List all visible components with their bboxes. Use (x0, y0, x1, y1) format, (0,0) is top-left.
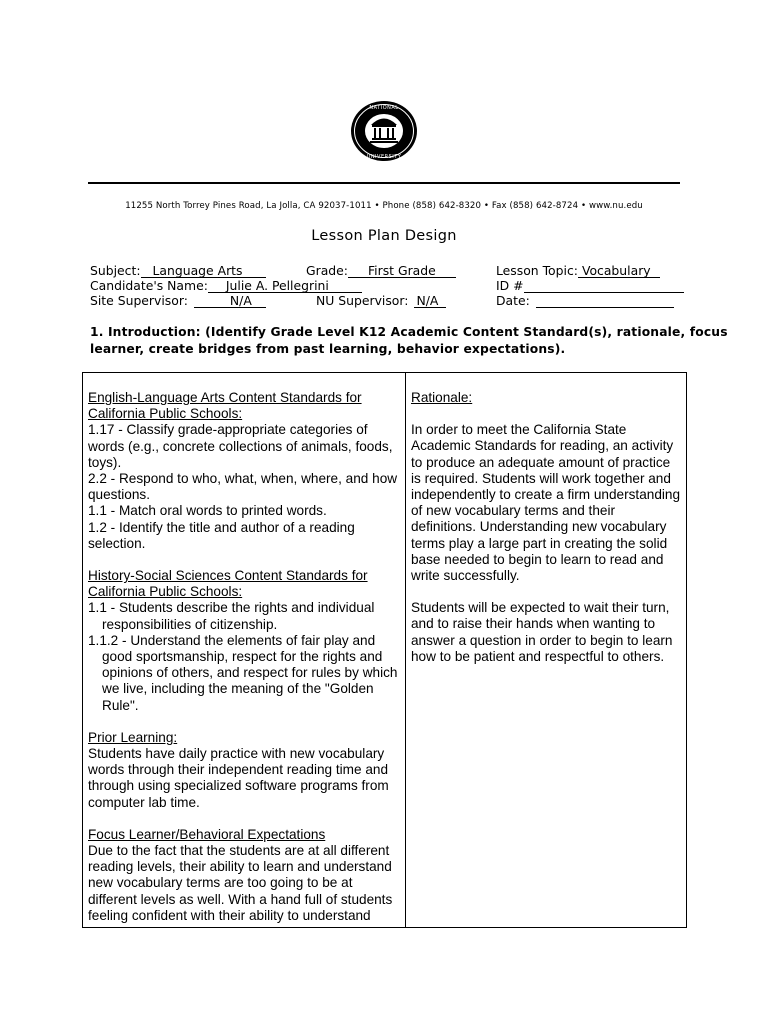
introduction-heading: 1. Introduction: (Identify Grade Level K12 Academic Content Standard(s), rationale, focus learner, create bridges from past learning, behavior expectations). (90, 325, 728, 356)
id-field (496, 278, 684, 293)
page-title: Lesson Plan Design (311, 228, 457, 244)
candidate-name-value: Julie A. Pellegrini (208, 278, 362, 293)
candidate-name-label: Candidate's Name: (90, 278, 208, 293)
column-divider (405, 372, 406, 928)
nu-supervisor-value: N/A (414, 293, 446, 308)
hss-standard-item: 1.1.2 - Understand the elements of fair play and good sportsmanship, respect for the rights and opinions of others, and respect for rules by which we live, including the meaning of the "Golden Rule". (88, 632, 398, 713)
grade-label: Grade: (306, 263, 348, 278)
ela-standard-item: 1.2 - Identify the title and author of a reading selection. (88, 519, 355, 551)
address-line: 11255 North Torrey Pines Road, La Jolla, CA 92037-1011 • Phone (858) 642-8320 • Fax (858) 642-8724 • www.nu.edu (125, 201, 643, 211)
ela-standard-item: 1.17 - Classify grade-appropriate categories of words (e.g., concrete collections of animals, foods, toys). (88, 422, 393, 470)
ela-standard-item: 2.2 - Respond to who, what, when, where, and how questions. (88, 471, 398, 503)
rationale-paragraph: In order to meet the California State Academic Standards for reading, an activity to produce an adequate amount of practice is required. Students will work together and independently to create a firm understanding of new vocabulary terms and their definitions. Understanding new vocabulary terms play a large part in creating the solid base needed to begin to learn to read and write successfully. (411, 422, 681, 584)
site-supervisor-value: N/A (194, 293, 266, 308)
behavior-paragraph: Students will be expected to wait their turn, and to raise their hands when wanting to answer a question in order to begin to learn how to be patient and respectful to others. (411, 600, 673, 664)
candidate-name-field (90, 278, 362, 293)
ela-standards-heading: English-Language Arts Content Standards for California Public Schools: (88, 390, 362, 422)
svg-text:NATIONAL: NATIONAL (369, 105, 399, 111)
ela-standard-item: 1.1 - Match oral words to printed words. (88, 503, 327, 519)
date-label: Date: (496, 293, 530, 308)
date-value (536, 293, 674, 308)
hss-standard-item: 1.1 - Students describe the rights and individual responsibilities of citizenship. (88, 600, 375, 632)
hss-standards-heading: History-Social Sciences Content Standards for California Public Schools: (88, 568, 368, 600)
svg-text:UNIVERSITY: UNIVERSITY (366, 154, 402, 160)
header-divider (88, 182, 680, 184)
university-seal-logo (349, 100, 419, 162)
rationale-heading: Rationale: (411, 390, 473, 405)
subject-field (90, 263, 266, 278)
nu-supervisor-field (316, 293, 446, 308)
prior-learning-text: Students have daily practice with new vocabulary words through their independent reading time and through using specialized software programs from computer lab time. (88, 746, 389, 810)
grade-value: First Grade (348, 263, 456, 278)
date-field (496, 293, 674, 308)
lesson-topic-value: Vocabulary (578, 263, 660, 278)
nu-supervisor-label: NU Supervisor: (316, 293, 409, 308)
id-label: ID # (496, 278, 524, 293)
id-value (524, 278, 684, 293)
prior-learning-heading: Prior Learning: (88, 729, 178, 745)
site-supervisor-label: Site Supervisor: (90, 293, 188, 308)
lesson-topic-label: Lesson Topic: (496, 263, 578, 278)
grade-field (306, 263, 456, 278)
standards-column (88, 390, 402, 926)
subject-label: Subject: (90, 263, 141, 278)
subject-value: Language Arts (141, 263, 266, 278)
rationale-column (411, 390, 681, 665)
focus-learner-heading: Focus Learner/Behavioral Expectations (88, 826, 326, 842)
lesson-topic-field (496, 263, 660, 278)
focus-learner-text: Due to the fact that the students are at all different reading levels, their ability to learn and understand new vocabulary terms are too going to be at different levels as well. With a hand full of students feeling confident with their ability to understand (88, 843, 393, 923)
site-supervisor-field (90, 293, 266, 308)
